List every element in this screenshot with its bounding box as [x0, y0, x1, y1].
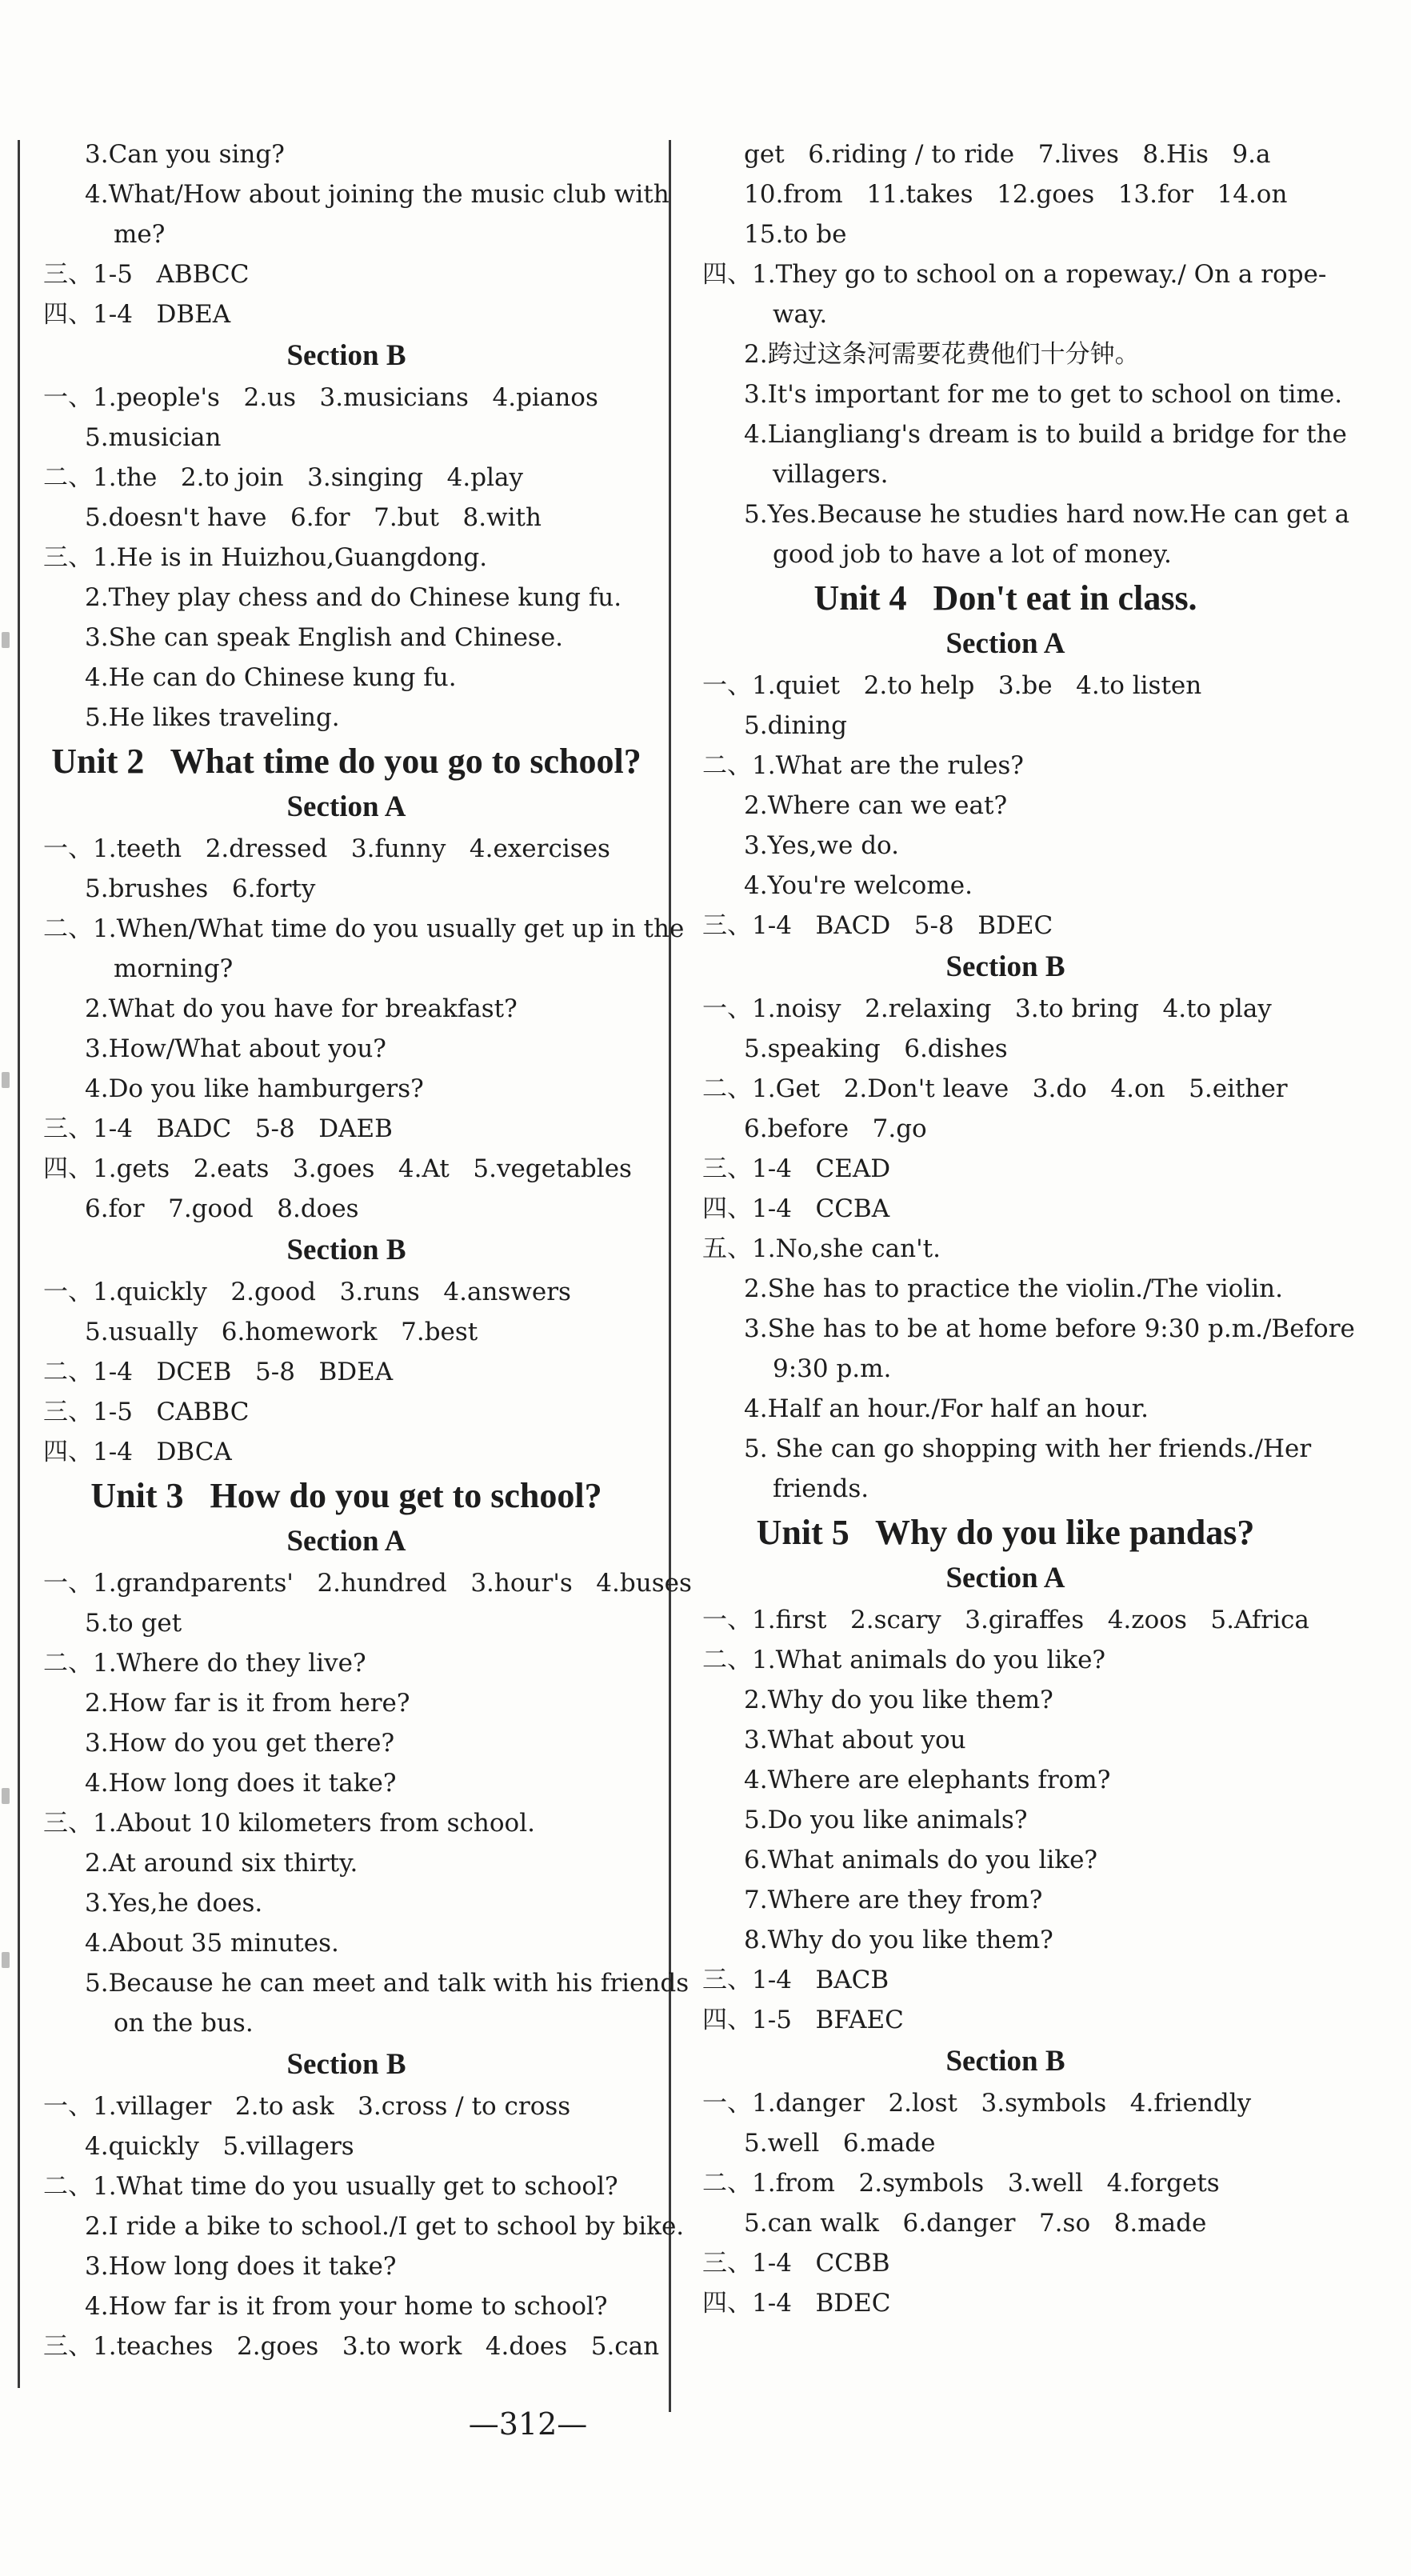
answer-line: 三、1.He is in Huizhou,Guangdong.	[43, 543, 488, 572]
answer-line: 三、1-4 BADC 5-8 DAEB	[43, 1114, 393, 1143]
answer-line: 一、1.first 2.scary 3.giraffes 4.zoos 5.Africa	[702, 1606, 1309, 1634]
answer-line: 3.How long does it take?	[85, 2252, 397, 2281]
section-heading: Section B	[945, 2045, 1065, 2078]
edge-mark	[2, 1788, 10, 1804]
answer-line: on the bus.	[114, 2009, 254, 2038]
answer-line: 三、1.About 10 kilometers from school.	[43, 1809, 535, 1838]
answer-line: 6.before 7.go	[744, 1114, 927, 1143]
answer-line: 三、1.teaches 2.goes 3.to work 4.does 5.can	[43, 2332, 660, 2361]
answer-line: 5.doesn't have 6.for 7.but 8.with	[85, 503, 542, 532]
answer-line: 2.Why do you like them?	[744, 1686, 1053, 1714]
answer-line: 2.They play chess and do Chinese kung fu.	[85, 583, 622, 612]
answer-line: 三、1-5 CABBC	[43, 1398, 250, 1426]
answer-line: 三、1-4 BACB	[702, 1966, 889, 1994]
answer-line: 3.Yes,we do.	[744, 831, 900, 860]
section-heading: Section B	[286, 2048, 406, 2081]
answer-line: 3.It's important for me to get to school on time.	[744, 380, 1343, 409]
answer-line: 2.At around six thirty.	[85, 1849, 358, 1878]
left-column	[30, 134, 692, 2366]
answer-line: 三、1-4 CCBB	[702, 2249, 890, 2278]
answer-line: 三、1-5 ABBCC	[43, 260, 250, 289]
answer-line: 5.musician	[85, 423, 222, 452]
answer-line: 5.brushes 6.forty	[85, 874, 316, 903]
answer-line: 5.Because he can meet and talk with his friends	[85, 1969, 690, 1998]
answer-line: 5.usually 6.homework 7.best	[85, 1318, 478, 1346]
unit-heading: Unit 5 Why do you like pandas?	[756, 1513, 1255, 1552]
column-divider	[669, 140, 671, 2412]
answer-line: 8.Why do you like them?	[744, 1926, 1053, 1954]
answer-line: 四、1-5 BFAEC	[702, 2006, 904, 2034]
unit-heading: Unit 2 What time do you go to school?	[51, 742, 642, 781]
answer-line: 4.Where are elephants from?	[744, 1766, 1111, 1794]
answer-line: 一、1.danger 2.lost 3.symbols 4.friendly	[702, 2089, 1252, 2118]
answer-line: 3.She has to be at home before 9:30 p.m./Before	[744, 1314, 1355, 1343]
answer-line: 6.for 7.good 8.does	[85, 1194, 359, 1223]
answer-line: 4.Half an hour./For half an hour.	[744, 1394, 1149, 1423]
answer-line: 二、1.What are the rules?	[702, 751, 1024, 780]
answer-line: 二、1.What time do you usually get to school?	[43, 2172, 618, 2201]
answer-line: morning?	[114, 954, 234, 983]
answer-line: 2.Where can we eat?	[744, 791, 1008, 820]
answer-line: 二、1.from 2.symbols 3.well 4.forgets	[702, 2169, 1220, 2198]
answer-line: 4.How long does it take?	[85, 1769, 397, 1798]
answer-line: 2.I ride a bike to school./I get to school by bike.	[85, 2212, 685, 2241]
edge-mark	[2, 1952, 10, 1968]
answer-line: 四、1-4 DBEA	[43, 300, 231, 329]
answer-line: 5.He likes traveling.	[85, 703, 340, 732]
answer-line: 二、1-4 DCEB 5-8 BDEA	[43, 1358, 394, 1386]
answer-line: way.	[773, 300, 828, 329]
section-heading: Section B	[286, 339, 406, 372]
answer-line: 二、1.Get 2.Don't leave 3.do 4.on 5.either	[702, 1074, 1288, 1103]
answer-line: 一、1.teeth 2.dressed 3.funny 4.exercises	[43, 834, 610, 863]
answer-line: 3.How/What about you?	[85, 1034, 386, 1063]
unit-heading: Unit 4 Don't eat in class.	[813, 578, 1197, 618]
answer-line: 3.What about you	[744, 1726, 966, 1754]
answer-line: 四、1-4 BDEC	[702, 2289, 891, 2318]
answer-line: 15.to be	[744, 220, 847, 249]
answer-line: me?	[114, 220, 166, 249]
answer-line: 5.to get	[85, 1609, 182, 1638]
section-heading: Section B	[945, 950, 1065, 983]
answer-line: 三、1-4 BACD 5-8 BDEC	[702, 911, 1053, 940]
answer-line: 四、1.gets 2.eats 3.goes 4.At 5.vegetables	[43, 1154, 632, 1183]
answer-line: 2.跨过这条河需要花费他们十分钟。	[744, 340, 1140, 369]
answer-line: 3.How do you get there?	[85, 1729, 395, 1758]
answer-line: 一、1.people's 2.us 3.musicians 4.pianos	[43, 383, 598, 412]
answer-line: 二、1.When/What time do you usually get up in the	[43, 914, 685, 943]
answer-line: 2.How far is it from here?	[85, 1689, 410, 1718]
answer-line: 4.About 35 minutes.	[85, 1929, 339, 1958]
page-number: —312—	[468, 2406, 588, 2442]
answer-line: 4.He can do Chinese kung fu.	[85, 663, 457, 692]
answer-line: 一、1.noisy 2.relaxing 3.to bring 4.to play	[702, 994, 1272, 1023]
answer-line: 4.You're welcome.	[744, 871, 973, 900]
answer-line: 5.Do you like animals?	[744, 1806, 1028, 1834]
answer-line: friends.	[773, 1474, 869, 1503]
left-margin-rule	[18, 140, 20, 2388]
answer-line: 4.How far is it from your home to school?	[85, 2292, 608, 2321]
answer-line: 5.dining	[744, 711, 848, 740]
answer-line: 4.Do you like hamburgers?	[85, 1074, 424, 1103]
answer-line: 10.from 11.takes 12.goes 13.for 14.on	[744, 180, 1288, 209]
answer-line: 5.speaking 6.dishes	[744, 1034, 1008, 1063]
answer-line: 4.What/How about joining the music club with	[85, 180, 670, 209]
answer-line: 3.She can speak English and Chinese.	[85, 623, 564, 652]
section-heading: Section A	[945, 627, 1065, 660]
answer-line: 四、1-4 CCBA	[702, 1194, 890, 1223]
answer-line: 二、1.What animals do you like?	[702, 1646, 1106, 1674]
answer-line: 7.Where are they from?	[744, 1886, 1043, 1914]
answer-line: 5.can walk 6.danger 7.so 8.made	[744, 2209, 1207, 2238]
answer-line: 5.well 6.made	[744, 2129, 936, 2158]
answer-line: 五、1.No,she can't.	[702, 1234, 941, 1263]
edge-mark	[2, 632, 10, 648]
edge-mark	[2, 1072, 10, 1088]
right-column	[690, 134, 1355, 2323]
answer-line: 四、1-4 DBCA	[43, 1438, 232, 1466]
section-heading: Section A	[286, 790, 406, 823]
answer-line: villagers.	[773, 460, 889, 489]
answer-line: 二、1.Where do they live?	[43, 1649, 366, 1678]
answer-line: get 6.riding / to ride 7.lives 8.His 9.a	[744, 140, 1271, 169]
section-heading: Section A	[286, 1525, 406, 1558]
answer-line: 5.Yes.Because he studies hard now.He can get a	[744, 500, 1350, 529]
answer-line: 一、1.villager 2.to ask 3.cross / to cross	[43, 2092, 571, 2121]
answer-line: 5. She can go shopping with her friends./Her	[744, 1434, 1312, 1463]
answer-line: 2.She has to practice the violin./The violin.	[744, 1274, 1283, 1303]
answer-line: 二、1.the 2.to join 3.singing 4.play	[43, 463, 524, 492]
section-heading: Section A	[945, 1562, 1065, 1594]
answer-line: 三、1-4 CEAD	[702, 1154, 891, 1183]
answer-line: 4.quickly 5.villagers	[85, 2132, 354, 2161]
answer-line: 一、1.grandparents' 2.hundred 3.hour's 4.buses	[43, 1569, 692, 1598]
answer-line: good job to have a lot of money.	[773, 540, 1172, 569]
answer-line: 6.What animals do you like?	[744, 1846, 1098, 1874]
unit-heading: Unit 3 How do you get to school?	[90, 1476, 602, 1515]
answer-line: 9:30 p.m.	[773, 1354, 892, 1383]
answer-line: 一、1.quiet 2.to help 3.be 4.to listen	[702, 671, 1202, 700]
answer-line: 一、1.quickly 2.good 3.runs 4.answers	[43, 1278, 571, 1306]
answer-line: 4.Liangliang's dream is to build a bridge for the	[744, 420, 1347, 449]
answer-line: 3.Yes,he does.	[85, 1889, 263, 1918]
answer-line: 四、1.They go to school on a ropeway./ On a rope-	[702, 260, 1327, 289]
answer-line: 2.What do you have for breakfast?	[85, 994, 518, 1023]
answer-line: 3.Can you sing?	[85, 140, 285, 169]
section-heading: Section B	[286, 1234, 406, 1266]
